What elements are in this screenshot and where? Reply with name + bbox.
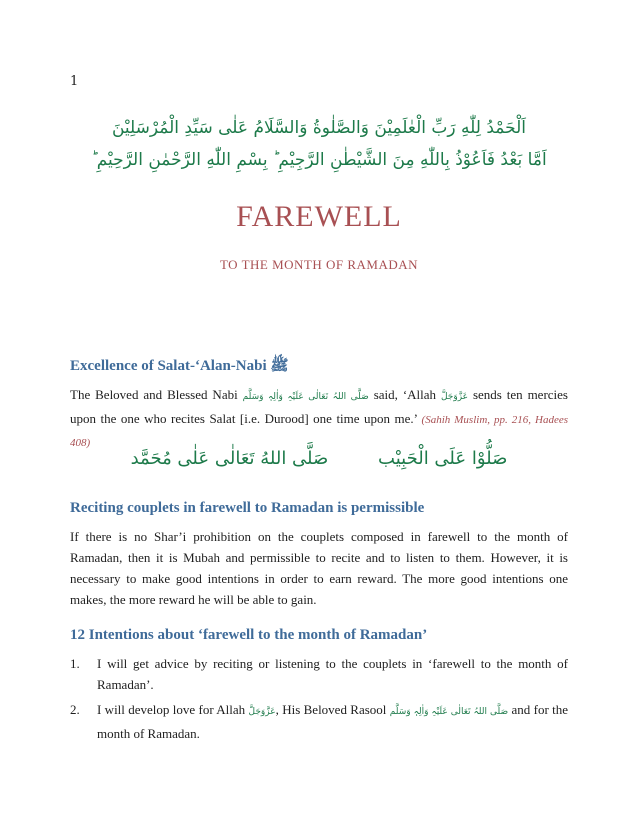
page-number: 1 (70, 74, 79, 89)
salat-text-c: sends ten mercies upon the one who recites Salat [i.e. Durood] one time upon me.’ (70, 387, 568, 426)
list-item-number: 1. (70, 656, 80, 671)
list-item (70, 699, 568, 744)
salat-text-b: said, ‘Allah (373, 387, 437, 402)
list-item-text (97, 699, 568, 744)
section-heading-intentions: 12 Intentions about ‘farewell to the month of Ramadan’ (70, 627, 428, 643)
item2-arabic-azzawajal: عَزَّوَجَلَّ (248, 707, 276, 717)
page-subtitle: TO THE MONTH OF RAMADAN (219, 257, 419, 272)
section-heading-couplets: Reciting couplets in farewell to Ramadan is permissible (70, 500, 425, 516)
page-title: FAREWELL (236, 200, 402, 233)
hadees-reference: (Sahih Muslim, pp. 216, Hadees 408) (70, 414, 568, 449)
section-heading-salat: Excellence of Salat-‘Alan-Nabi ﷺ (70, 358, 289, 374)
salawat-left: صَلَّى اللهُ تَعَالٰى عَلٰى مُحَمَّد (130, 448, 329, 469)
couplets-paragraph: If there is no Shar’i prohibition on the couplets composed in farewell to the month of Ramadan, then it is Mubah and permissible to recite and to listen to them. However, it is necessary to make good intentions in order to earn reward. The more good intentions one makes, the more reward he will be able to gain. (70, 529, 568, 607)
item2-text-b: , His Beloved Rasool (275, 702, 387, 717)
salat-arabic-azzawajal: عَزَّوَجَلَّ (440, 392, 469, 402)
arabic-opening-line-2: اَمَّا بَعْدُ فَاَعُوْذُ بِاللّٰهِ مِنَ الشَّيْطٰنِ الرَّجِيْمِ ؕ بِسْمِ اللّٰهِ الرَّحْمٰنِ الرَّحِيْمِ ؕ (91, 150, 547, 170)
list-item-number: 2. (70, 702, 80, 717)
list-item-text: I will get advice by reciting or listening to the couplets in ‘farewell to the month of Ramadan’. (97, 656, 568, 692)
salawat-right: صَلُّوْا عَلَى الْحَبِيْب (378, 448, 508, 469)
salawat-line (70, 448, 568, 469)
salat-arabic-honorific: صَلَّی اللہُ تَعَالٰی عَلَیْہِ وَاٰلِہٖ وَسَلَّم (242, 392, 369, 402)
salat-text-a: The Beloved and Blessed Nabi (70, 387, 238, 402)
arabic-opening-line-1: اَلْحَمْدُ لِلّٰهِ رَبِّ الْعٰلَمِيْنَ وَالصَّلٰوةُ وَالسَّلَامُ عَلٰى سَيِّدِ الْمُرْسَلِيْنَ (111, 118, 527, 138)
item2-text-a: I will develop love for Allah (97, 702, 246, 717)
salat-paragraph (70, 384, 568, 454)
item2-arabic-honorific: صَلَّی اللہُ تَعَالٰی عَلَیْہِ وَاٰلِہٖ وَسَلَّم (389, 707, 509, 717)
item2-text-c: and for the month of Ramadan. (97, 702, 569, 741)
list-item (70, 653, 568, 695)
